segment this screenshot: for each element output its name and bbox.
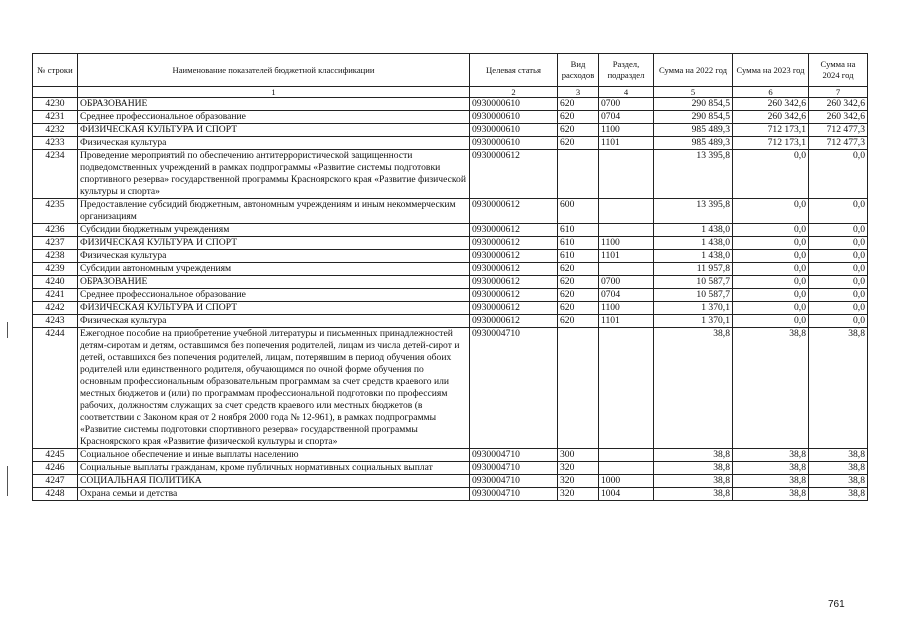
expense-type-cell: 620 (558, 111, 599, 124)
sum-2024-cell: 0,0 (809, 315, 868, 328)
section-cell (599, 224, 654, 237)
table-row (33, 263, 868, 276)
sum-2022-cell: 38,8 (654, 449, 733, 462)
indicator-name-cell: Ежегодное пособие на приобретение учебной литературы и письменных принадлежностей детям-сиротам и детям, оставшимся без попечения родителей, лицам из числа детей-сирот и детей, оставшихся без попечения родителей, лицам, потерявшим в период обучения обоих родителей или единственного родителя, обучающимся по очной форме обучения по основным профессиональным образовательным программам за счет средств краевого или местных бюджетов и (или) по программам профессиональной подготовки по профессиям рабочих, должностям служащих за счет средств краевого или местных бюджетов (в соответствии с Законом края от 2 ноября 2000 года № 12-961), в рамках подпрограммы «Развитие системы подготовки спортивного резерва» государственной программы Красноярского края «Развитие физической культуры и спорта» (78, 328, 470, 449)
section-cell: 1101 (599, 250, 654, 263)
sum-2024-cell: 38,8 (809, 449, 868, 462)
section-cell (599, 150, 654, 199)
sum-2024-cell: 712 477,3 (809, 137, 868, 150)
indicator-name-cell: ОБРАЗОВАНИЕ (78, 98, 470, 111)
row-number-cell: 4245 (33, 449, 78, 462)
section-cell (599, 449, 654, 462)
table-row (33, 289, 868, 302)
indicator-name-cell: Среднее профессиональное образование (78, 289, 470, 302)
section-cell (599, 328, 654, 449)
sum-2023-cell: 0,0 (733, 199, 809, 224)
indicator-name-cell: Физическая культура (78, 250, 470, 263)
sum-2022-cell: 13 395,8 (654, 199, 733, 224)
table-header-row (33, 54, 868, 87)
table-row (33, 98, 868, 111)
section-cell: 0704 (599, 111, 654, 124)
sum-2024-cell: 0,0 (809, 302, 868, 315)
row-number-cell: 4244 (33, 328, 78, 449)
sum-2023-cell: 260 342,6 (733, 98, 809, 111)
target-article-cell: 0930000612 (470, 150, 558, 199)
sum-2022-cell: 38,8 (654, 328, 733, 449)
header-expense-type: Вид расходов (558, 54, 599, 87)
sum-2024-cell: 0,0 (809, 199, 868, 224)
section-cell: 1004 (599, 488, 654, 501)
section-cell (599, 263, 654, 276)
sum-2024-cell: 260 342,6 (809, 98, 868, 111)
row-number-cell: 4237 (33, 237, 78, 250)
row-number-cell: 4243 (33, 315, 78, 328)
expense-type-cell: 620 (558, 137, 599, 150)
sum-2023-cell: 38,8 (733, 475, 809, 488)
target-article-cell: 0930000612 (470, 315, 558, 328)
column-number-cell: 4 (599, 87, 654, 98)
sum-2023-cell: 0,0 (733, 263, 809, 276)
column-number-row (33, 87, 868, 98)
indicator-name-cell: ФИЗИЧЕСКАЯ КУЛЬТУРА И СПОРТ (78, 302, 470, 315)
sum-2022-cell: 38,8 (654, 488, 733, 501)
indicator-name-cell: ОБРАЗОВАНИЕ (78, 276, 470, 289)
table-row (33, 302, 868, 315)
expense-type-cell: 320 (558, 488, 599, 501)
sum-2024-cell: 0,0 (809, 263, 868, 276)
indicator-name-cell: Субсидии бюджетным учреждениям (78, 224, 470, 237)
section-cell: 0704 (599, 289, 654, 302)
section-cell: 1101 (599, 137, 654, 150)
row-number-cell: 4248 (33, 488, 78, 501)
sum-2024-cell: 712 477,3 (809, 124, 868, 137)
sum-2022-cell: 13 395,8 (654, 150, 733, 199)
target-article-cell: 0930000610 (470, 137, 558, 150)
scan-artifact (7, 466, 8, 496)
sum-2024-cell: 0,0 (809, 250, 868, 263)
target-article-cell: 0930000610 (470, 124, 558, 137)
target-article-cell: 0930004710 (470, 488, 558, 501)
table-row (33, 462, 868, 475)
expense-type-cell: 620 (558, 124, 599, 137)
column-number-cell: 6 (733, 87, 809, 98)
table-row (33, 276, 868, 289)
sum-2022-cell: 290 854,5 (654, 98, 733, 111)
sum-2022-cell: 290 854,5 (654, 111, 733, 124)
section-cell: 1100 (599, 237, 654, 250)
expense-type-cell: 620 (558, 289, 599, 302)
table-row (33, 124, 868, 137)
table-row (33, 328, 868, 449)
header-section: Раздел, подраздел (599, 54, 654, 87)
sum-2022-cell: 985 489,3 (654, 124, 733, 137)
expense-type-cell: 610 (558, 224, 599, 237)
target-article-cell: 0930000612 (470, 250, 558, 263)
section-cell (599, 462, 654, 475)
indicator-name-cell: Среднее профессиональное образование (78, 111, 470, 124)
sum-2022-cell: 38,8 (654, 475, 733, 488)
sum-2024-cell: 38,8 (809, 475, 868, 488)
sum-2024-cell: 0,0 (809, 276, 868, 289)
sum-2023-cell: 260 342,6 (733, 111, 809, 124)
indicator-name-cell: Физическая культура (78, 315, 470, 328)
target-article-cell: 0930004710 (470, 475, 558, 488)
sum-2023-cell: 38,8 (733, 462, 809, 475)
target-article-cell: 0930000610 (470, 111, 558, 124)
header-indicator-name: Наименование показателей бюджетной классификации (78, 54, 470, 87)
table-row (33, 449, 868, 462)
sum-2024-cell: 0,0 (809, 224, 868, 237)
header-sum-2024: Сумма на 2024 год (809, 54, 868, 87)
expense-type-cell: 320 (558, 475, 599, 488)
sum-2022-cell: 985 489,3 (654, 137, 733, 150)
row-number-cell: 4235 (33, 199, 78, 224)
expense-type-cell: 620 (558, 263, 599, 276)
sum-2023-cell: 0,0 (733, 302, 809, 315)
expense-type-cell: 610 (558, 237, 599, 250)
page-number: 761 (828, 599, 845, 610)
sum-2023-cell: 0,0 (733, 224, 809, 237)
expense-type-cell: 620 (558, 276, 599, 289)
row-number-cell: 4242 (33, 302, 78, 315)
row-number-cell: 4234 (33, 150, 78, 199)
indicator-name-cell: Социальные выплаты гражданам, кроме публичных нормативных социальных выплат (78, 462, 470, 475)
indicator-name-cell: Физическая культура (78, 137, 470, 150)
sum-2024-cell: 0,0 (809, 150, 868, 199)
table-row (33, 111, 868, 124)
expense-type-cell: 620 (558, 98, 599, 111)
sum-2022-cell: 1 438,0 (654, 250, 733, 263)
sum-2023-cell: 38,8 (733, 449, 809, 462)
target-article-cell: 0930000612 (470, 199, 558, 224)
sum-2023-cell: 38,8 (733, 328, 809, 449)
sum-2024-cell: 38,8 (809, 488, 868, 501)
header-row-number: № строки (33, 54, 78, 87)
indicator-name-cell: ФИЗИЧЕСКАЯ КУЛЬТУРА И СПОРТ (78, 124, 470, 137)
column-number-cell (33, 87, 78, 98)
header-target-article: Целевая статья (470, 54, 558, 87)
row-number-cell: 4230 (33, 98, 78, 111)
scan-artifact (7, 322, 8, 338)
indicator-name-cell: Субсидии автономным учреждениям (78, 263, 470, 276)
sum-2022-cell: 1 438,0 (654, 237, 733, 250)
indicator-name-cell: Охрана семьи и детства (78, 488, 470, 501)
table-body (33, 98, 868, 501)
sum-2023-cell: 712 173,1 (733, 137, 809, 150)
target-article-cell: 0930000610 (470, 98, 558, 111)
sum-2023-cell: 0,0 (733, 150, 809, 199)
column-number-cell: 3 (558, 87, 599, 98)
row-number-cell: 4231 (33, 111, 78, 124)
table-row (33, 250, 868, 263)
target-article-cell: 0930000612 (470, 237, 558, 250)
expense-type-cell: 300 (558, 449, 599, 462)
row-number-cell: 4238 (33, 250, 78, 263)
sum-2022-cell: 1 438,0 (654, 224, 733, 237)
row-number-cell: 4247 (33, 475, 78, 488)
table-row (33, 237, 868, 250)
sum-2022-cell: 11 957,8 (654, 263, 733, 276)
sum-2024-cell: 0,0 (809, 289, 868, 302)
indicator-name-cell: Проведение мероприятий по обеспечению антитеррористической защищенности подведомственных учреждений в рамках подпрограммы «Развитие системы подготовки спортивного резерва» государственной программы Красноярского края «Развитие физической культуры и спорта» (78, 150, 470, 199)
indicator-name-cell: Социальное обеспечение и иные выплаты населению (78, 449, 470, 462)
sum-2022-cell: 10 587,7 (654, 289, 733, 302)
sum-2023-cell: 38,8 (733, 488, 809, 501)
sum-2023-cell: 0,0 (733, 276, 809, 289)
sum-2024-cell: 260 342,6 (809, 111, 868, 124)
target-article-cell: 0930000612 (470, 276, 558, 289)
indicator-name-cell: СОЦИАЛЬНАЯ ПОЛИТИКА (78, 475, 470, 488)
section-cell: 0700 (599, 276, 654, 289)
target-article-cell: 0930000612 (470, 224, 558, 237)
table-row (33, 315, 868, 328)
table-row (33, 488, 868, 501)
section-cell (599, 199, 654, 224)
sum-2024-cell: 0,0 (809, 237, 868, 250)
target-article-cell: 0930000612 (470, 302, 558, 315)
sum-2023-cell: 0,0 (733, 315, 809, 328)
table-row (33, 475, 868, 488)
section-cell: 1100 (599, 124, 654, 137)
sum-2024-cell: 38,8 (809, 462, 868, 475)
sum-2022-cell: 1 370,1 (654, 302, 733, 315)
column-number-cell: 7 (809, 87, 868, 98)
expense-type-cell: 320 (558, 462, 599, 475)
target-article-cell: 0930004710 (470, 449, 558, 462)
sum-2023-cell: 0,0 (733, 289, 809, 302)
section-cell: 1100 (599, 302, 654, 315)
row-number-cell: 4241 (33, 289, 78, 302)
expense-type-cell: 610 (558, 250, 599, 263)
table-row (33, 150, 868, 199)
expense-type-cell: 620 (558, 315, 599, 328)
sum-2024-cell: 38,8 (809, 328, 868, 449)
sum-2023-cell: 0,0 (733, 237, 809, 250)
row-number-cell: 4239 (33, 263, 78, 276)
expense-type-cell: 620 (558, 302, 599, 315)
row-number-cell: 4246 (33, 462, 78, 475)
indicator-name-cell: Предоставление субсидий бюджетным, автономным учреждениям и иным некоммерческим организациям (78, 199, 470, 224)
section-cell: 1000 (599, 475, 654, 488)
column-number-cell: 2 (470, 87, 558, 98)
section-cell: 1101 (599, 315, 654, 328)
table-row (33, 224, 868, 237)
indicator-name-cell: ФИЗИЧЕСКАЯ КУЛЬТУРА И СПОРТ (78, 237, 470, 250)
target-article-cell: 0930000612 (470, 263, 558, 276)
budget-table (32, 53, 868, 501)
table-row (33, 199, 868, 224)
sum-2022-cell: 38,8 (654, 462, 733, 475)
sum-2023-cell: 712 173,1 (733, 124, 809, 137)
section-cell: 0700 (599, 98, 654, 111)
expense-type-cell: 600 (558, 199, 599, 224)
sum-2023-cell: 0,0 (733, 250, 809, 263)
row-number-cell: 4233 (33, 137, 78, 150)
row-number-cell: 4232 (33, 124, 78, 137)
header-sum-2023: Сумма на 2023 год (733, 54, 809, 87)
row-number-cell: 4236 (33, 224, 78, 237)
target-article-cell: 0930004710 (470, 328, 558, 449)
column-number-cell: 1 (78, 87, 470, 98)
expense-type-cell (558, 328, 599, 449)
target-article-cell: 0930004710 (470, 462, 558, 475)
expense-type-cell (558, 150, 599, 199)
column-number-cell: 5 (654, 87, 733, 98)
sum-2022-cell: 10 587,7 (654, 276, 733, 289)
table-row (33, 137, 868, 150)
sum-2022-cell: 1 370,1 (654, 315, 733, 328)
row-number-cell: 4240 (33, 276, 78, 289)
header-sum-2022: Сумма на 2022 год (654, 54, 733, 87)
target-article-cell: 0930000612 (470, 289, 558, 302)
